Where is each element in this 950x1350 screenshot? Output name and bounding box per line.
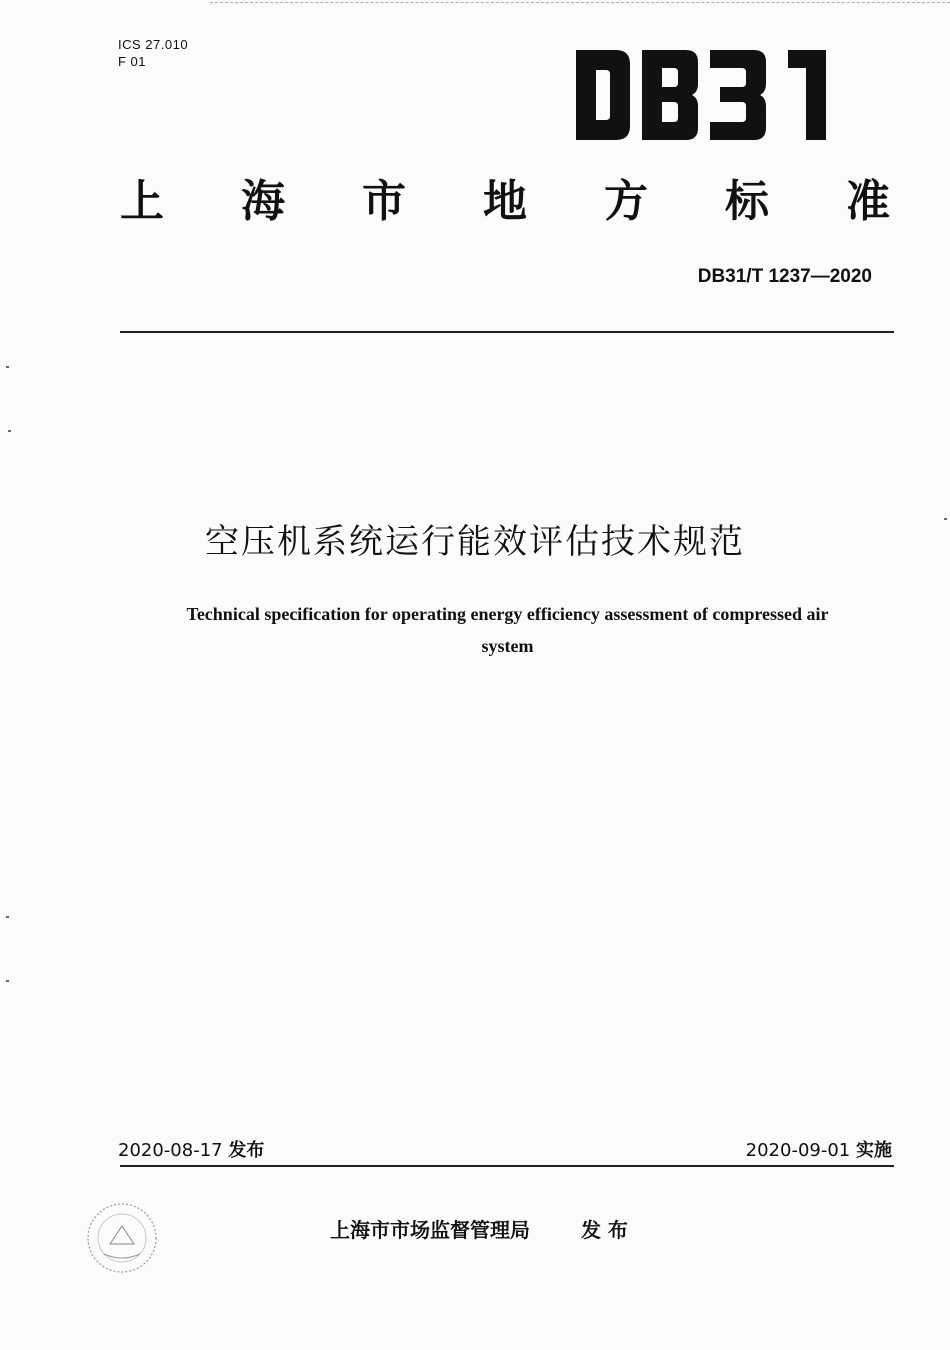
watermark-seal-icon [82, 1198, 162, 1278]
top-dashed-line [210, 2, 950, 3]
ics-code: ICS 27.010 [118, 37, 189, 52]
scan-speck [6, 916, 9, 918]
ccs-code: F 01 [118, 54, 147, 69]
scan-speck [6, 980, 9, 982]
publisher-name: 上海市市场监督管理局 [330, 1218, 530, 1242]
footer-divider [120, 1165, 894, 1167]
scan-speck [8, 430, 11, 432]
scan-speck [6, 366, 9, 368]
implementation-label: 实施 [856, 1140, 892, 1161]
standard-type-char: 海 [241, 176, 285, 227]
chinese-title: 空压机系统运行能效评估技术规范 [205, 522, 745, 562]
standard-type-char: 市 [362, 176, 406, 227]
issue-date-value: 2020-08-17 [118, 1140, 223, 1161]
standard-type-char: 标 [725, 176, 769, 227]
scan-speck [944, 518, 947, 520]
issue-date [118, 1136, 264, 1162]
standard-type-char: 地 [483, 176, 527, 227]
implementation-date-value: 2020-09-01 [745, 1140, 851, 1161]
db31-logo [568, 40, 848, 150]
issue-label: 发布 [228, 1140, 265, 1161]
standard-type-char: 上 [120, 176, 164, 227]
standard-type-char: 准 [846, 176, 890, 227]
standard-type-char: 方 [604, 176, 648, 227]
standard-type-title [120, 176, 890, 228]
publish-action: 发 布 [580, 1218, 628, 1242]
header-divider [120, 331, 894, 333]
standard-number: DB31/T 1237—2020 [697, 266, 872, 287]
classification-codes [118, 36, 188, 70]
publisher [330, 1214, 628, 1243]
implementation-date [746, 1136, 892, 1162]
english-title: Technical specification for operating energy efficiency assessment of compressed air system [186, 604, 829, 656]
